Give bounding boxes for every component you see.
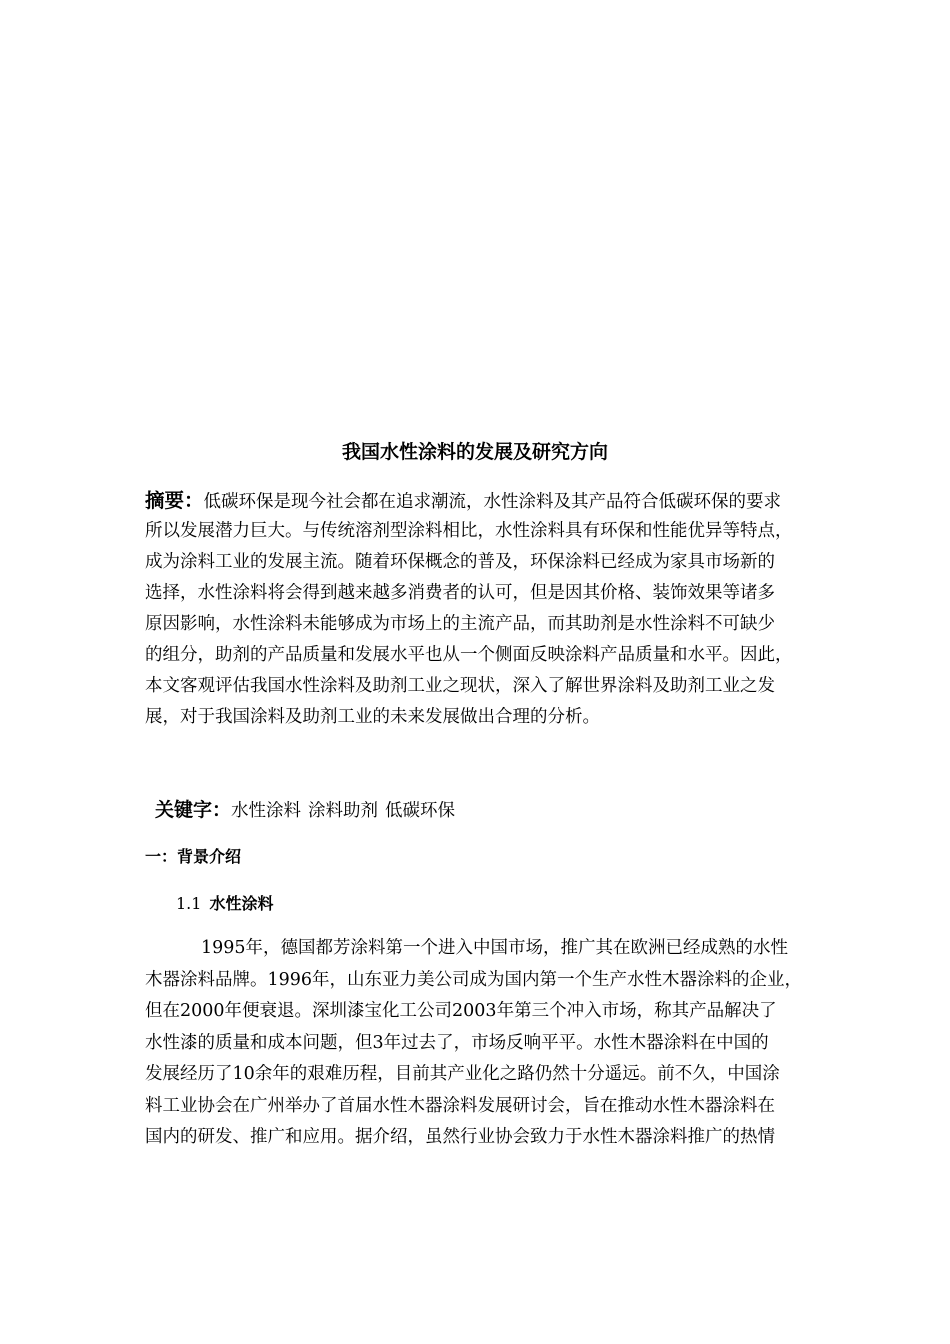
abstract-line: 原因影响，水性涂料未能够成为市场上的主流产品，而其助剂是水性涂料不可缺少 <box>145 614 775 634</box>
body-line: 1995年，德国都芳涂料第一个进入中国市场，推广其在欧洲已经成熟的水性 <box>201 938 789 958</box>
abstract-line: 的组分，助剂的产品质量和发展水平也从一个侧面反映涂料产品质量和水平。因此， <box>145 645 793 665</box>
body-line: 料工业协会在广州举办了首届水性木器涂料发展研讨会，旨在推动水性木器涂料在 <box>145 1095 775 1116</box>
body-line: 国内的研发、推广和应用。据介绍，虽然行业协会致力于水性木器涂料推广的热情 <box>145 1127 775 1147</box>
keyword-item: 涂料助剂 <box>308 801 379 821</box>
keywords-label: 关键字： <box>155 799 232 821</box>
abstract-line: 展，对于我国涂料及助剂工业的未来发展做出合理的分析。 <box>145 707 600 727</box>
body-line: 但在2000年便衰退。深圳漆宝化工公司2003年第三个冲入市场，称其产品解决了 <box>145 1001 777 1021</box>
abstract-line: 选择，水性涂料将会得到越来越多消费者的认可，但是因其价格、装饰效果等诸多 <box>145 583 775 603</box>
subsection-number: 1.1 <box>176 894 202 913</box>
abstract-line-text: 低碳环保是现今社会都在追求潮流，水性涂料及其产品符合低碳环保的要求 <box>203 492 782 512</box>
abstract-label: 摘要： <box>145 489 204 512</box>
document-title: 我国水性涂料的发展及研究方向 <box>341 441 608 463</box>
body-paragraph <box>145 933 865 1154</box>
keywords-line <box>155 795 462 826</box>
abstract-line: 本文客观评估我国水性涂料及助剂工业之现状，深入了解世界涂料及助剂工业之发 <box>145 676 775 696</box>
body-line: 水性漆的质量和成本问题，但3年过去了，市场反响平平。水性木器涂料在中国的 <box>145 1032 769 1053</box>
abstract-paragraph <box>145 485 865 733</box>
section-heading: 一：背景介绍 <box>145 847 242 866</box>
body-line: 发展经历了10余年的艰难历程，目前其产业化之路仍然十分遥远。前不久，中国涂 <box>145 1064 780 1084</box>
keyword-item: 低碳环保 <box>385 801 456 821</box>
abstract-line <box>145 485 865 516</box>
abstract-line: 成为涂料工业的发展主流。随着环保概念的普及，环保涂料已经成为家具市场新的 <box>145 552 775 572</box>
subsection-heading <box>176 890 273 918</box>
keyword-item: 水性涂料 <box>231 801 302 821</box>
body-line: 木器涂料品牌。1996年，山东亚力美公司成为国内第一个生产水性木器涂料的企业， <box>145 969 803 990</box>
subsection-title: 水性涂料 <box>209 894 274 913</box>
abstract-line: 所以发展潜力巨大。与传统溶剂型涂料相比，水性涂料具有环保和性能优异等特点， <box>145 521 793 541</box>
